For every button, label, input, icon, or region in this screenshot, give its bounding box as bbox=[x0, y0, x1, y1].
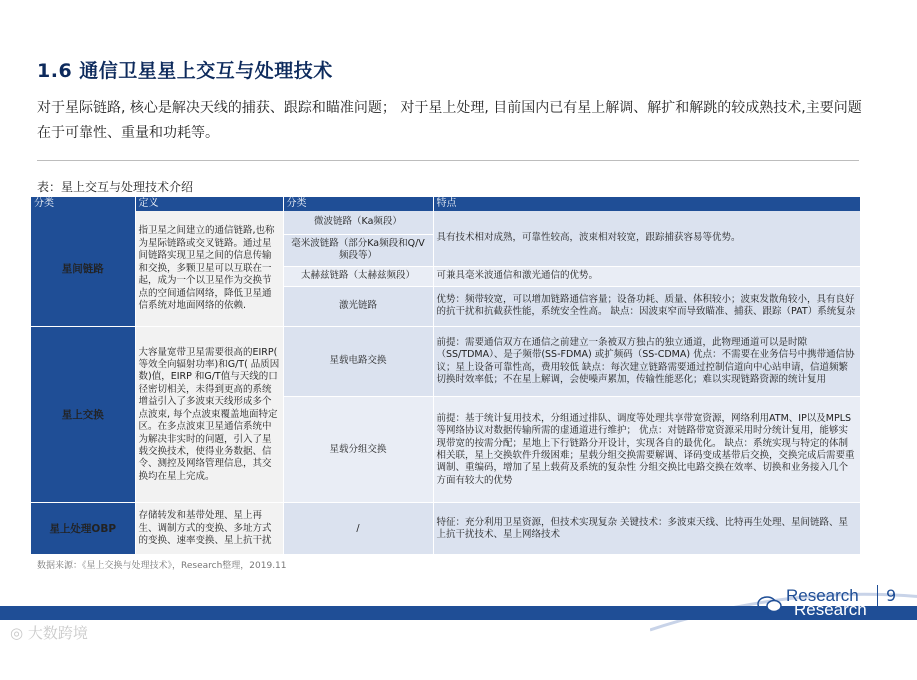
page-separator bbox=[877, 585, 878, 613]
watermark bbox=[10, 622, 88, 643]
header-definition: 定义 bbox=[135, 197, 283, 211]
subcategory-cell: 毫米波链路（部分Ka频段和Q/V频段等） bbox=[283, 234, 433, 266]
category-cell: 星上交换 bbox=[31, 327, 135, 503]
intro-paragraph: 对于星际链路, 核心是解决天线的捕获、跟踪和瞄准问题； 对于星上处理, 目前国内已有星上解调、解扩和解跳的较成熟技术,主要问题在于可靠性、重量和功耗等。 bbox=[37, 100, 862, 141]
category-cell: 星间链路 bbox=[31, 211, 135, 327]
table-header-row bbox=[31, 197, 861, 211]
feature-cell: 优势：频带较宽，可以增加链路通信容量；设备功耗、质量、体积较小；波束发散角较小，具有良好的抗干扰和抗截获性能，系统安全性高。 缺点：因波束窄而导致瞄准、捕获、跟踪（PAT）系统复杂 bbox=[433, 286, 861, 326]
tech-table bbox=[31, 197, 861, 555]
table-row bbox=[31, 211, 861, 234]
header-subcategory: 分类 bbox=[283, 197, 433, 211]
table-caption: 表：星上交互与处理技术介绍 bbox=[37, 180, 194, 194]
table-row bbox=[31, 503, 861, 555]
subcategory-cell: 激光链路 bbox=[283, 286, 433, 326]
feature-cell: 特征：充分利用卫星资源，但技术实现复杂 关键技术：多波束天线、比特再生处理、星间链路、星上抗干扰技术、星上网络技术 bbox=[433, 503, 861, 555]
feature-cell: 具有技术相对成熟，可靠性较高，波束相对较宽，跟踪捕获容易等优势。 bbox=[433, 211, 861, 266]
header-category: 分类 bbox=[31, 197, 135, 211]
feature-cell: 前提：基于统计复用技术，分组通过排队、调度等处理共享带宽资源，网络利用ATM、IP以及MPLS等网络协议对数据传输所需的虚通道进行维护； 优点：对链路带宽资源采用时分统计复用，能够实现带宽的按需分配；星地上下行链路分开设计，实现各自的最优化。 缺点：系统实现与特定的体制相关联，星上交换软件升级困难；星载分组交换需要解调、译码变成基带后交换，交换完成后需要重调制、重编码，增加了星上载荷及系统的复杂性 分组交换比电路交换在效率、切换和业务接入几个方面有较大的优势 bbox=[433, 397, 861, 503]
subcategory-cell: 微波链路（Ka频段） bbox=[283, 211, 433, 234]
logo-text: Research bbox=[786, 586, 859, 605]
page-number: 9 bbox=[886, 586, 897, 605]
definition-cell: 存储转发和基带处理、星上再生、调制方式的变换、多址方式的变换、速率变换、星上抗干扰 bbox=[135, 503, 283, 555]
page-title: 1.6 通信卫星星上交互与处理技术 bbox=[37, 60, 333, 82]
subcategory-cell: 太赫兹链路（太赫兹频段） bbox=[283, 266, 433, 286]
logo-text-overlay: Research bbox=[794, 600, 867, 619]
definition-cell: 大容量宽带卫星需要很高的EIRP( 等效全向辐射功率)和G/T( 品质因数)值，EIRP 和G/T值与天线的口径密切相关，未得到更高的系统增益引入了多波束天线形成多个点波束, 每个点波束覆盖地面特定区。在多点波束卫星通信系统中为解决非实时的问题，引入了星载交换技术，使得业务数据、信令、测控及网络管理信息，其交换均在星上完成。 bbox=[135, 327, 283, 503]
divider bbox=[37, 160, 859, 161]
watermark-text: 大数跨境 bbox=[27, 624, 88, 642]
watermark-icon: ◎ bbox=[10, 624, 24, 642]
decorative-arc bbox=[650, 560, 917, 680]
table-row bbox=[31, 327, 861, 397]
subcategory-cell: 星载电路交换 bbox=[283, 327, 433, 397]
wechat-icon bbox=[757, 595, 783, 613]
feature-cell: 前提：需要通信双方在通信之前建立一条被双方独占的独立通道，此物理通道可以是时隙（SS/TDMA）、是子频带(SS-FDMA) 或扩频码（SS-CDMA) 优点：不需要在业务信号中携带通信协议；星上设备可靠性高，费用较低 缺点：每次建立链路需要通过控制信道向中心站申请，信道频繁切换时效率低；不在星上解调，会使噪声累加，传输性能恶化；难以实现链路资源的统计复用 bbox=[433, 327, 861, 397]
category-cell: 星上处理OBP bbox=[31, 503, 135, 555]
subcategory-cell: / bbox=[283, 503, 433, 555]
subcategory-cell: 星载分组交换 bbox=[283, 397, 433, 503]
data-source: 数据来源：《星上交换与处理技术》，Research整理，2019.11 bbox=[37, 561, 287, 571]
definition-cell: 指卫星之间建立的通信链路,也称为星际链路或交叉链路。通过星间链路实现卫星之间的信息传输和交换，多颗卫星可以互联在一起，成为一个以卫星作为交换节点的空间通信网络，降低卫星通信系统对地面网络的依赖. bbox=[135, 211, 283, 327]
feature-cell: 可兼具毫米波通信和激光通信的优势。 bbox=[433, 266, 861, 286]
header-feature: 特点 bbox=[433, 197, 861, 211]
